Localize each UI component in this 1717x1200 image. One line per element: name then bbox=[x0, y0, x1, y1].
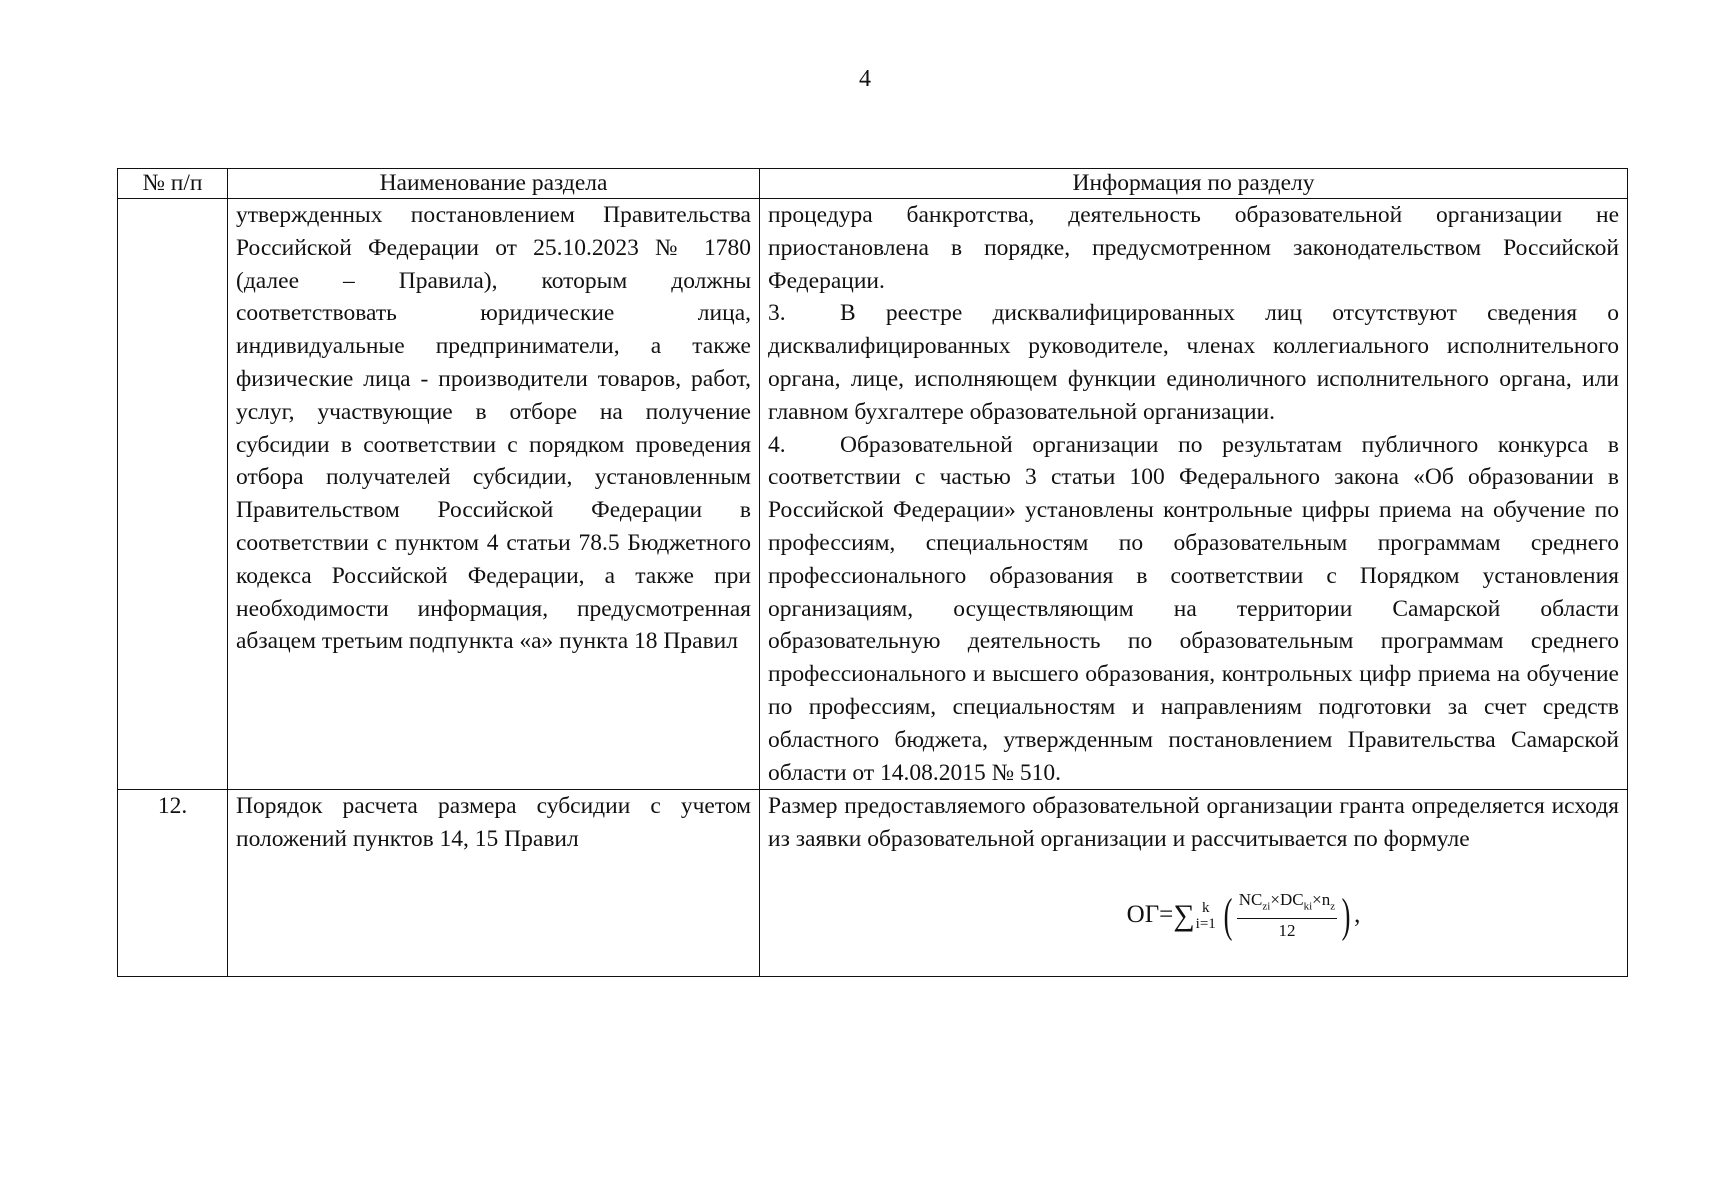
header-num: № п/п bbox=[118, 169, 228, 199]
table-header-row bbox=[118, 169, 1628, 199]
info-intro-paragraph: процедура банкротства, деятельность образовательной организации не приостановлена в порядке, предусмотренном законодательством Российской Федерации. bbox=[768, 202, 1619, 294]
grant-formula bbox=[768, 856, 1619, 965]
header-section-name: Наименование раздела bbox=[228, 169, 760, 199]
formula-lhs: ОГ bbox=[1126, 901, 1160, 929]
document-table bbox=[117, 168, 1628, 977]
formula-open-paren: ( bbox=[1223, 888, 1233, 942]
formula-denominator: 12 bbox=[1278, 921, 1296, 941]
formula-equals: = bbox=[1159, 901, 1174, 929]
cell-name-12: Порядок расчета размера субсидии с учетом положений пунктов 14, 15 Правил bbox=[228, 790, 760, 977]
cell-num-continued bbox=[118, 199, 228, 790]
header-section-info: Информация по разделу bbox=[760, 169, 1628, 199]
formula-numerator: $NC_{zi}\times DC_{ki}\times n_z$ bbox=[1237, 890, 1337, 919]
info-12-paragraph: Размер предоставляемого образовательной организации гранта определяется исходя из заявки образовательной организации и рассчитывается по формуле bbox=[768, 793, 1619, 853]
formula-fraction bbox=[1237, 890, 1337, 941]
formula-trailing-comma: , bbox=[1354, 901, 1361, 929]
cell-num-12: 12. bbox=[118, 790, 228, 977]
cell-info-12 bbox=[760, 790, 1628, 977]
cell-info-continued bbox=[760, 199, 1628, 790]
formula-sum-symbol: ∑ bbox=[1173, 898, 1195, 932]
info-item-4-text: Образовательной организации по результатам публичного конкурса в соответствии с частью 3 статьи 100 Федерального закона «Об образовании в Российской Федерации» установлены контрольные цифры приема на обучение по профессиям, специальностям по образовательным программам среднего профессионального образования в соответствии с Порядком установления организациям, осуществляющим на территории Самарской области образовательную деятельность по образовательным программам среднего профессионального и высшего образования, контрольных цифр приема на обучение по профессиям, специальностям и направлениям подготовки за счет средств областного бюджета, утвержденным постановлением Правительства Самарской области от 14.08.2015 № 510. bbox=[768, 431, 1619, 786]
formula-close-paren: ) bbox=[1341, 888, 1351, 942]
table-row-continued bbox=[118, 199, 1628, 790]
info-item-3 bbox=[768, 297, 1619, 428]
formula-sum-lower: i=1 bbox=[1195, 915, 1216, 932]
info-item-3-number: 3. bbox=[768, 300, 786, 327]
info-item-4-number: 4. bbox=[768, 431, 786, 458]
formula-sum-limits bbox=[1196, 900, 1216, 932]
info-item-4 bbox=[768, 429, 1619, 790]
cell-name-continued: утвержденных постановлением Правительства Российской Федерации от 25.10.2023 № 1780 (далее – Правила), которым должны соответствовать юридические лица, индивидуальные предприниматели, а также физические лица - производители товаров, работ, услуг, участвующие в отборе на получение субсидии в соответствии с порядком проведения отбора получателей субсидии, установленным Правительством Российской Федерации в соответствии с пунктом 4 статьи 78.5 Бюджетного кодекса Российской Федерации, а также при необходимости информация, предусмотренная абзацем третьим подпункта «а» пункта 18 Правил bbox=[228, 199, 760, 790]
page-number: 4 bbox=[859, 66, 871, 92]
info-item-3-text: В реестре дисквалифицированных лиц отсутствуют сведения о дисквалифицированных руководителе, членах коллегиального исполнительного органа, лице, исполняющем функции единоличного исполнительного органа, или главном бухгалтере образовательной организации. bbox=[768, 300, 1619, 425]
formula-sum-upper: k bbox=[1201, 899, 1210, 916]
table-row-12 bbox=[118, 790, 1628, 977]
